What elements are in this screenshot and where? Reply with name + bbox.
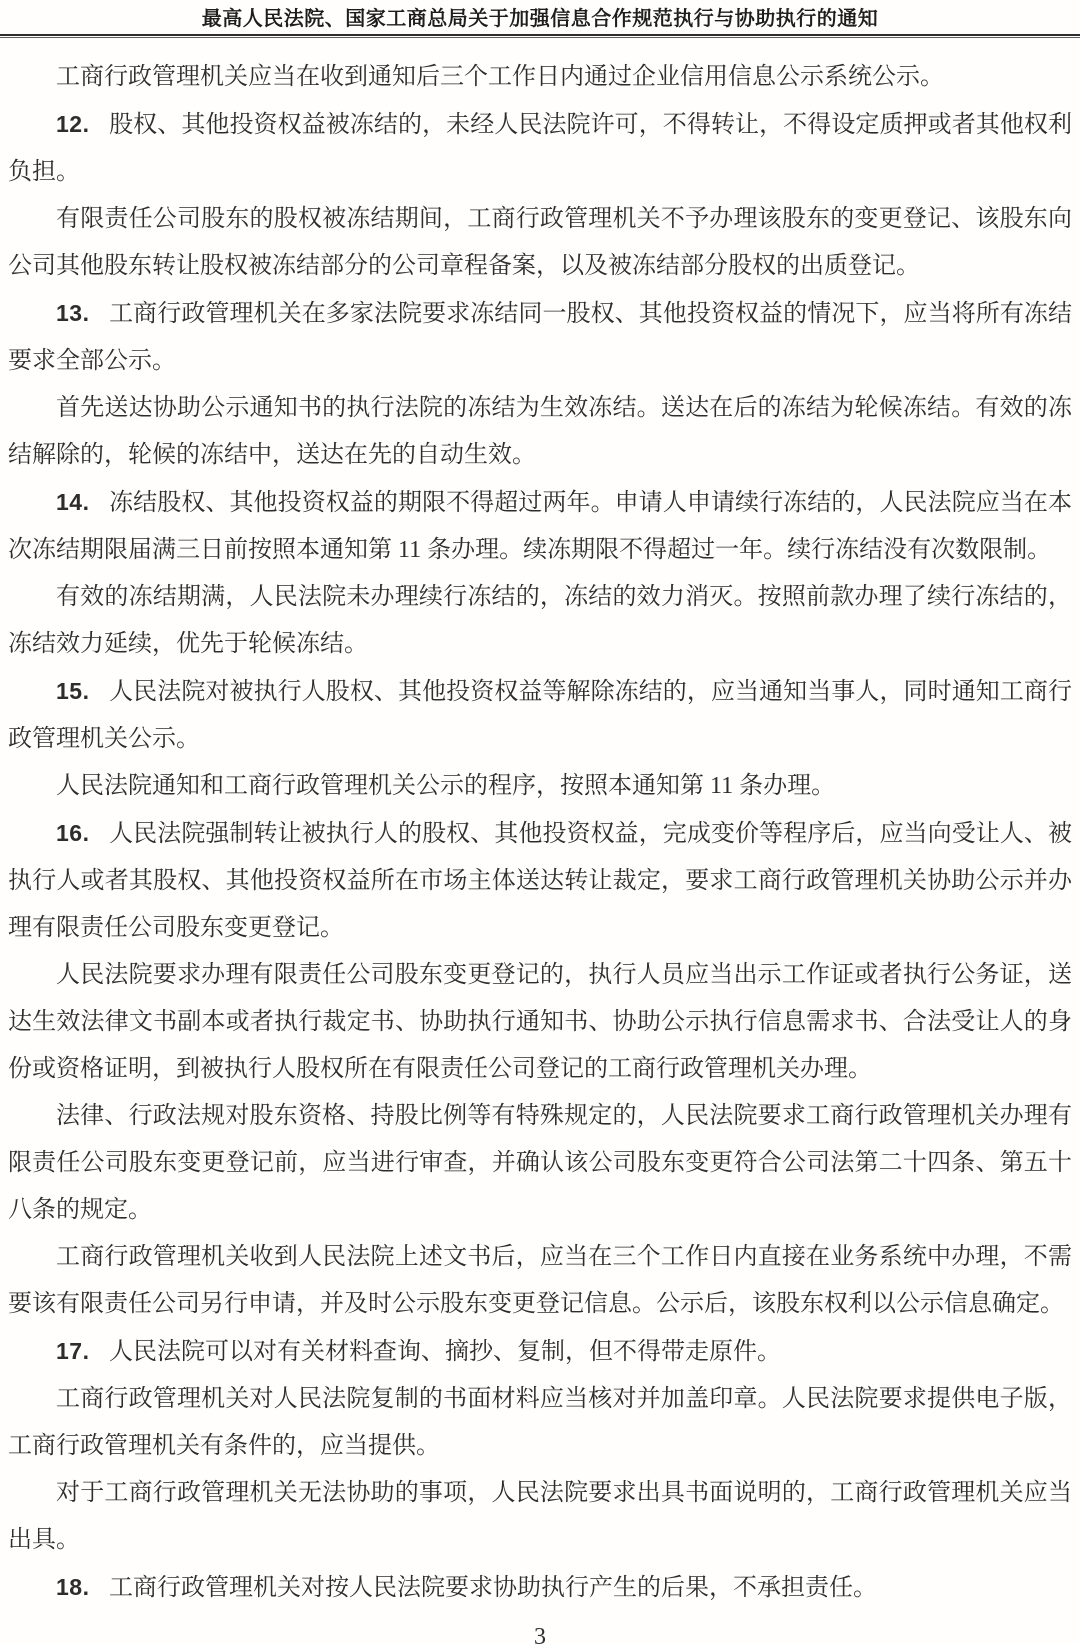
- paragraph-text: 工商行政管理机关在多家法院要求冻结同一股权、其他投资权益的情况下，应当将所有冻结要求全部公示。: [8, 301, 1072, 374]
- paragraph: [8, 1093, 1072, 1234]
- paragraph: [8, 1564, 1072, 1612]
- paragraph: [8, 54, 1072, 101]
- paragraph-text: 人民法院要求办理有限责任公司股东变更登记的，执行人员应当出示工作证或者执行公务证，送达生效法律文书副本或者执行裁定书、协助执行通知书、协助公示执行信息需求书、合法受让人的身份或资格证明，到被执行人股权所在有限责任公司登记的工商行政管理机关办理。: [8, 962, 1072, 1082]
- paragraph-text: 工商行政管理机关对人民法院复制的书面材料应当核对并加盖印章。人民法院要求提供电子版，工商行政管理机关有条件的，应当提供。: [8, 1386, 1072, 1459]
- paragraph-text: 首先送达协助公示通知书的执行法院的冻结为生效冻结。送达在后的冻结为轮候冻结。有效的冻结解除的，轮候的冻结中，送达在先的自动生效。: [8, 395, 1072, 468]
- header-divider-rule: [0, 34, 1080, 38]
- item-number: 18.: [56, 1574, 90, 1600]
- paragraph: [8, 385, 1072, 479]
- item-number: 15.: [56, 678, 90, 704]
- paragraph-text: 人民法院对被执行人股权、其他投资权益等解除冻结的，应当通知当事人，同时通知工商行政管理机关公示。: [8, 679, 1072, 752]
- paragraph-text: 有效的冻结期满，人民法院未办理续行冻结的，冻结的效力消灭。按照前款办理了续行冻结的，冻结效力延续，优先于轮候冻结。: [8, 584, 1072, 657]
- page-header-title: 最高人民法院、国家工商总局关于加强信息合作规范执行与协助执行的通知: [201, 8, 879, 30]
- paragraph: [8, 1234, 1072, 1328]
- item-number: 16.: [56, 820, 90, 846]
- paragraph-text: 工商行政管理机关收到人民法院上述文书后，应当在三个工作日内直接在业务系统中办理，不需要该有限责任公司另行申请，并及时公示股东变更登记信息。公示后，该股东权利以公示信息确定。: [8, 1244, 1072, 1317]
- paragraph: [8, 810, 1072, 952]
- item-number: 14.: [56, 489, 90, 515]
- paragraph-text: 人民法院强制转让被执行人的股权、其他投资权益，完成变价等程序后，应当向受让人、被执行人或者其股权、其他投资权益所在市场主体送达转让裁定，要求工商行政管理机关协助公示并办理有限责任公司股东变更登记。: [8, 821, 1072, 941]
- paragraph: [8, 668, 1072, 763]
- paragraph: [8, 1470, 1072, 1564]
- paragraph: [8, 1376, 1072, 1470]
- page-number: 3: [534, 1624, 546, 1650]
- document-body: [0, 54, 1080, 1612]
- paragraph: [8, 574, 1072, 668]
- paragraph-text: 工商行政管理机关应当在收到通知后三个工作日内通过企业信用信息公示系统公示。: [56, 64, 944, 90]
- paragraph-text: 股权、其他投资权益被冻结的，未经人民法院许可，不得转让，不得设定质押或者其他权利负担。: [8, 112, 1072, 185]
- paragraph-text: 人民法院通知和工商行政管理机关公示的程序，按照本通知第 11 条办理。: [56, 773, 836, 799]
- paragraph: [8, 290, 1072, 385]
- paragraph: [8, 196, 1072, 290]
- paragraph-text: 冻结股权、其他投资权益的期限不得超过两年。申请人申请续行冻结的，人民法院应当在本次冻结期限届满三日前按照本通知第 11 条办理。续冻期限不得超过一年。续行冻结没有次数限制。: [8, 490, 1072, 563]
- paragraph: [8, 763, 1072, 810]
- paragraph: [8, 101, 1072, 196]
- paragraph: [8, 479, 1072, 574]
- paragraph: [8, 1328, 1072, 1376]
- paragraph-text: 法律、行政法规对股东资格、持股比例等有特殊规定的，人民法院要求工商行政管理机关办理有限责任公司股东变更登记前，应当进行审查，并确认该公司股东变更符合公司法第二十四条、第五十八条的规定。: [8, 1103, 1072, 1223]
- item-number: 12.: [56, 111, 90, 137]
- item-number: 17.: [56, 1338, 90, 1364]
- paragraph: [8, 952, 1072, 1093]
- paragraph-text: 工商行政管理机关对按人民法院要求协助执行产生的后果，不承担责任。: [109, 1575, 878, 1601]
- paragraph-text: 对于工商行政管理机关无法协助的事项，人民法院要求出具书面说明的，工商行政管理机关应当出具。: [8, 1480, 1072, 1553]
- item-number: 13.: [56, 300, 90, 326]
- paragraph-text: 有限责任公司股东的股权被冻结期间，工商行政管理机关不予办理该股东的变更登记、该股东向公司其他股东转让股权被冻结部分的公司章程备案，以及被冻结部分股权的出质登记。: [8, 206, 1072, 279]
- paragraph-text: 人民法院可以对有关材料查询、摘抄、复制，但不得带走原件。: [109, 1339, 782, 1365]
